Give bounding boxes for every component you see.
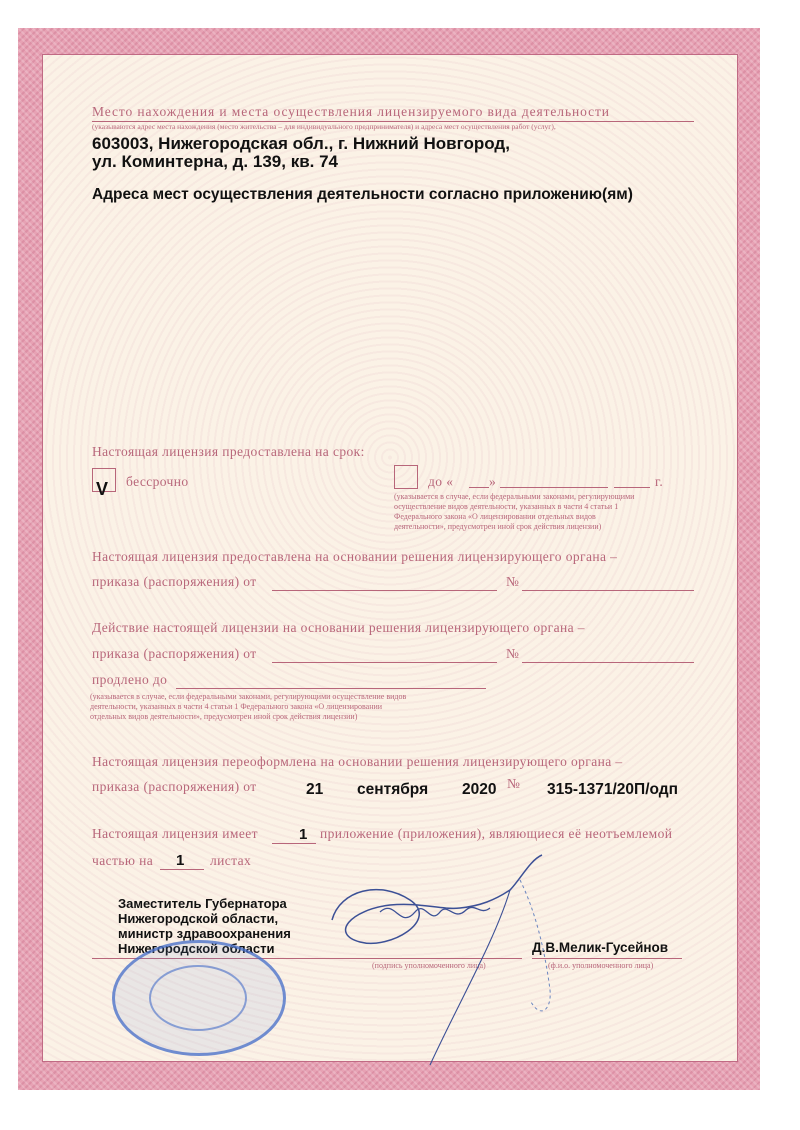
location-hint: (указываются адрес места нахождения (место жительства – для индивидуального предпринимателя) и адреса мест осуществления работ (услуг), [92, 122, 556, 131]
name-hint: (ф.и.о. уполномоченного лица) [548, 961, 654, 970]
appendix-text-3: частью на [92, 853, 154, 868]
term-hint-3: Федерального закона «О лицензировании отдельных видов [394, 512, 596, 521]
until-month-line [500, 487, 608, 488]
until-year-line [614, 487, 650, 488]
extension-number-sign: № [506, 646, 520, 661]
signatory-position-4: Нижегородской области [118, 941, 275, 956]
reissue-line-2: приказа (распоряжения) от [92, 779, 257, 794]
reissue-line-1: Настоящая лицензия переоформлена на основании решения лицензирующего органа – [92, 754, 623, 769]
term-label: Настоящая лицензия предоставлена на срок: [92, 444, 365, 459]
signatory-position-3: министр здравоохранения [118, 926, 291, 941]
extension-hint-2: деятельности, указанных в части 4 статьи 1 Федерального закона «О лицензировании [90, 702, 383, 711]
basis-number-line [522, 590, 694, 591]
extension-line-2: приказа (распоряжения) от [92, 646, 257, 661]
extension-line-3: продлено до [92, 672, 168, 687]
extension-until-line [176, 688, 486, 689]
location-underline [92, 121, 694, 122]
appendix-text-4: листах [210, 853, 252, 868]
extension-date-line [272, 662, 497, 663]
appendix-count: 1 [299, 826, 308, 843]
appendix-text-2: приложение (приложения), являющиеся её неотъемлемой [320, 826, 673, 841]
reissue-month: сентября [357, 781, 429, 798]
term-hint-1: (указывается в случае, если федеральными законами, регулирующими [394, 492, 635, 501]
appendix-count-line [272, 843, 316, 844]
extension-line-1: Действие настоящей лицензии на основании решения лицензирующего органа – [92, 620, 585, 635]
location-label: Место нахождения и места осуществления лицензируемого вида деятельности [92, 104, 610, 119]
appendix-address-note: Адреса мест осуществления деятельности согласно приложению(ям) [92, 186, 633, 203]
reissue-number-sign: № [507, 776, 521, 791]
reissue-order-number: 315-1371/20П/одп [547, 781, 678, 798]
extension-hint-3: отдельных видов деятельности», предусмотрен иной срок действия лицензии) [90, 712, 358, 721]
year-suffix: г. [655, 474, 664, 489]
handwritten-signature [320, 850, 580, 1080]
until-quote-close: » [489, 474, 497, 489]
until-checkbox [394, 465, 418, 489]
reissue-year: 2020 [462, 781, 497, 798]
signature-hint: (подпись уполномоченного лица) [372, 961, 486, 970]
sheets-count: 1 [176, 852, 185, 869]
basis-date-line [272, 590, 497, 591]
sheets-count-line [160, 869, 204, 870]
seal-emblem [149, 965, 247, 1031]
extension-hint-1: (указывается в случае, если федеральными законами, регулирующими осуществление видов [90, 692, 407, 701]
check-mark: V [96, 479, 109, 499]
extension-number-line [522, 662, 694, 663]
term-hint-2: осуществление видов деятельности, указанных в части 4 статьи 1 [394, 502, 619, 511]
until-day-line [469, 487, 489, 488]
official-seal [112, 940, 286, 1056]
basis-line-2: приказа (распоряжения) от [92, 574, 257, 589]
signatory-position-1: Заместитель Губернатора [118, 896, 287, 911]
basis-number-sign: № [506, 574, 520, 589]
until-label: до « [428, 474, 454, 489]
reissue-day: 21 [306, 781, 324, 798]
signatory-name: Д.В.Мелик-Гусейнов [532, 940, 669, 955]
indefinite-label: бессрочно [126, 474, 189, 489]
address-line-2: ул. Коминтерна, д. 139, кв. 74 [92, 152, 339, 171]
address-line-1: 603003, Нижегородская обл., г. Нижний Новгород, [92, 134, 510, 153]
appendix-text-1: Настоящая лицензия имеет [92, 826, 258, 841]
term-hint-4: деятельности», предусмотрен иной срок действия лицензии) [394, 522, 602, 531]
basis-line-1: Настоящая лицензия предоставлена на основании решения лицензирующего органа – [92, 549, 618, 564]
signatory-position-2: Нижегородской области, [118, 911, 279, 926]
